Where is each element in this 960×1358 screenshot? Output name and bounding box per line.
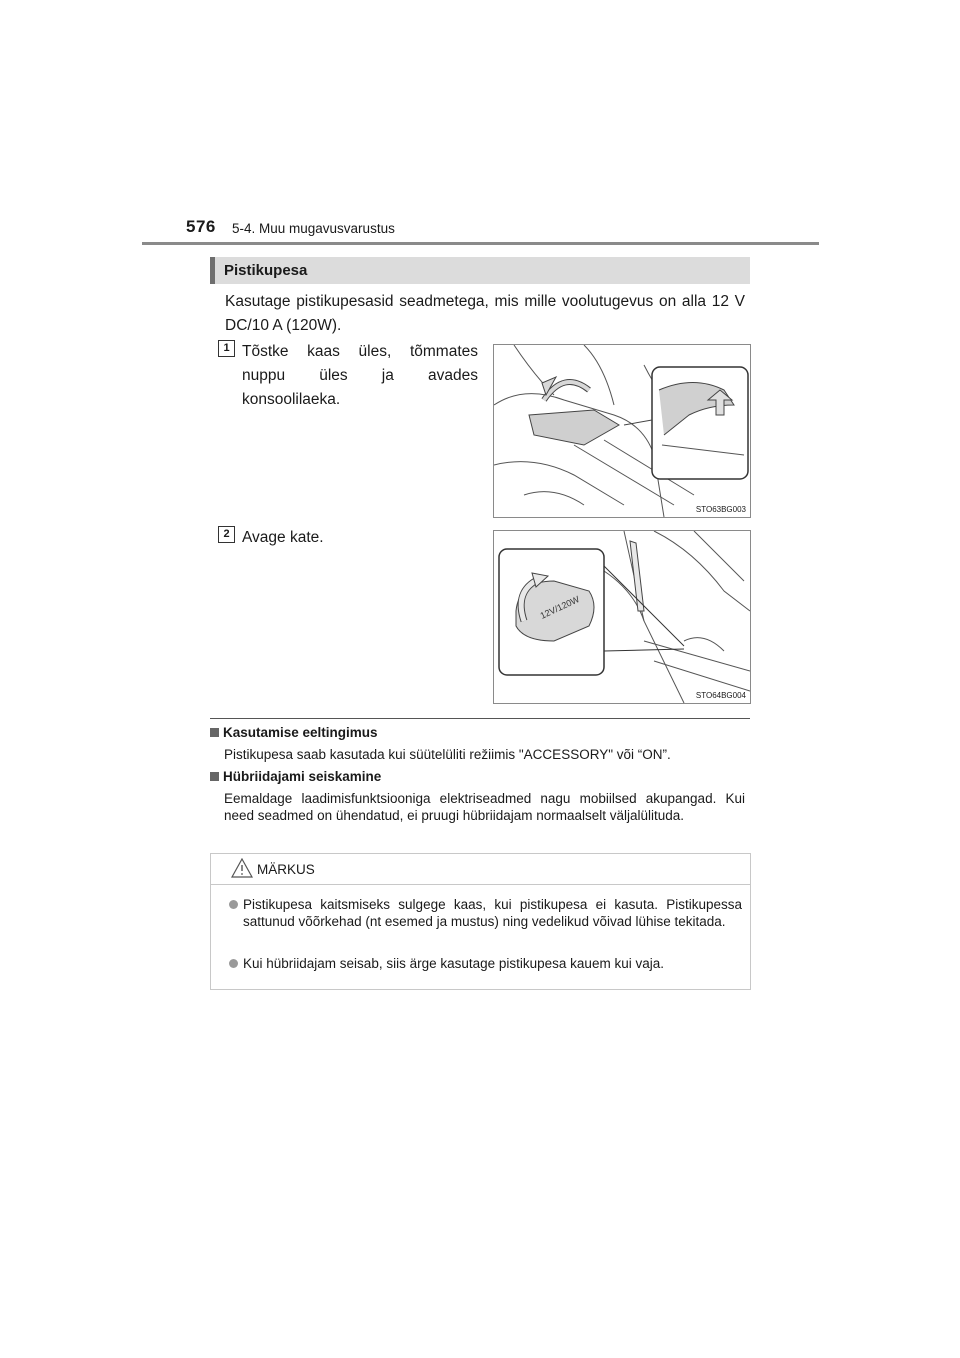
chapter-title: 5-4. Muu mugavusvarustus xyxy=(232,221,395,236)
bullet-dot-icon xyxy=(229,900,238,909)
section-intro: Kasutage pistikupesasid seadmetega, mis mille voolutugevus on alla 12 V DC/10 A (120W). xyxy=(225,293,745,334)
info-title-2-text: Hübriidajami seiskamine xyxy=(223,769,382,784)
console-lid-illustration xyxy=(494,345,750,517)
info-title-1-text: Kasutamise eeltingimus xyxy=(223,725,378,740)
step-2-text: Avage kate. xyxy=(242,529,324,546)
caution-item-1-text: Pistikupesa kaitsmiseks sulgege kaas, kui pistikupesa ei kasuta. Pistikupessa sattunud võõrkehad (nt esemed ja mustus) ning vedelikud võivad lühise tekitada. xyxy=(243,897,742,929)
caution-label: MÄRKUS xyxy=(257,862,315,877)
notes-divider xyxy=(210,718,750,719)
caution-item-1 xyxy=(229,896,742,948)
section-accent xyxy=(210,257,215,284)
section-title: Pistikupesa xyxy=(224,262,308,279)
figure-socket-cover xyxy=(493,530,751,704)
figure-console-lid xyxy=(493,344,751,518)
figure-code-2: STO64BG004 xyxy=(695,691,746,700)
bullet-dot-icon xyxy=(229,959,238,968)
step-number-2: 2 xyxy=(218,526,235,543)
step-1-text: Tõstke kaas üles, tõmmates nuppu üles ja avades konsoolilaeka. xyxy=(242,343,478,408)
cover-label: 12V/120W xyxy=(538,593,581,621)
section-heading xyxy=(210,257,750,284)
square-bullet-icon xyxy=(210,772,219,781)
info-body-2: Eemaldage laadimisfunktsiooniga elektriseadmed nagu mobiilsed akupangad. Kui need seadmed on ühendatud, ei pruugi hübriidajam normaalselt väljalülituda. xyxy=(224,791,745,823)
figure-code-1: STO63BG003 xyxy=(695,505,746,514)
square-bullet-icon xyxy=(210,728,219,737)
caution-header xyxy=(211,854,750,885)
caution-item-2-text: Kui hübriidajam seisab, siis ärge kasutage pistikupesa kauem kui vaja. xyxy=(243,956,664,971)
caution-box xyxy=(210,853,751,990)
info-body-1: Pistikupesa saab kasutada kui süütelüliti režiimis "ACCESSORY" või “ON”. xyxy=(224,747,671,762)
info-title-1 xyxy=(210,725,378,740)
info-title-2 xyxy=(210,769,381,784)
step-number-1: 1 xyxy=(218,340,235,357)
header-rule xyxy=(142,242,819,245)
page-number: 576 xyxy=(186,217,216,236)
warning-triangle-icon xyxy=(231,858,253,878)
caution-item-2 xyxy=(229,955,742,972)
socket-cover-illustration xyxy=(494,531,750,703)
